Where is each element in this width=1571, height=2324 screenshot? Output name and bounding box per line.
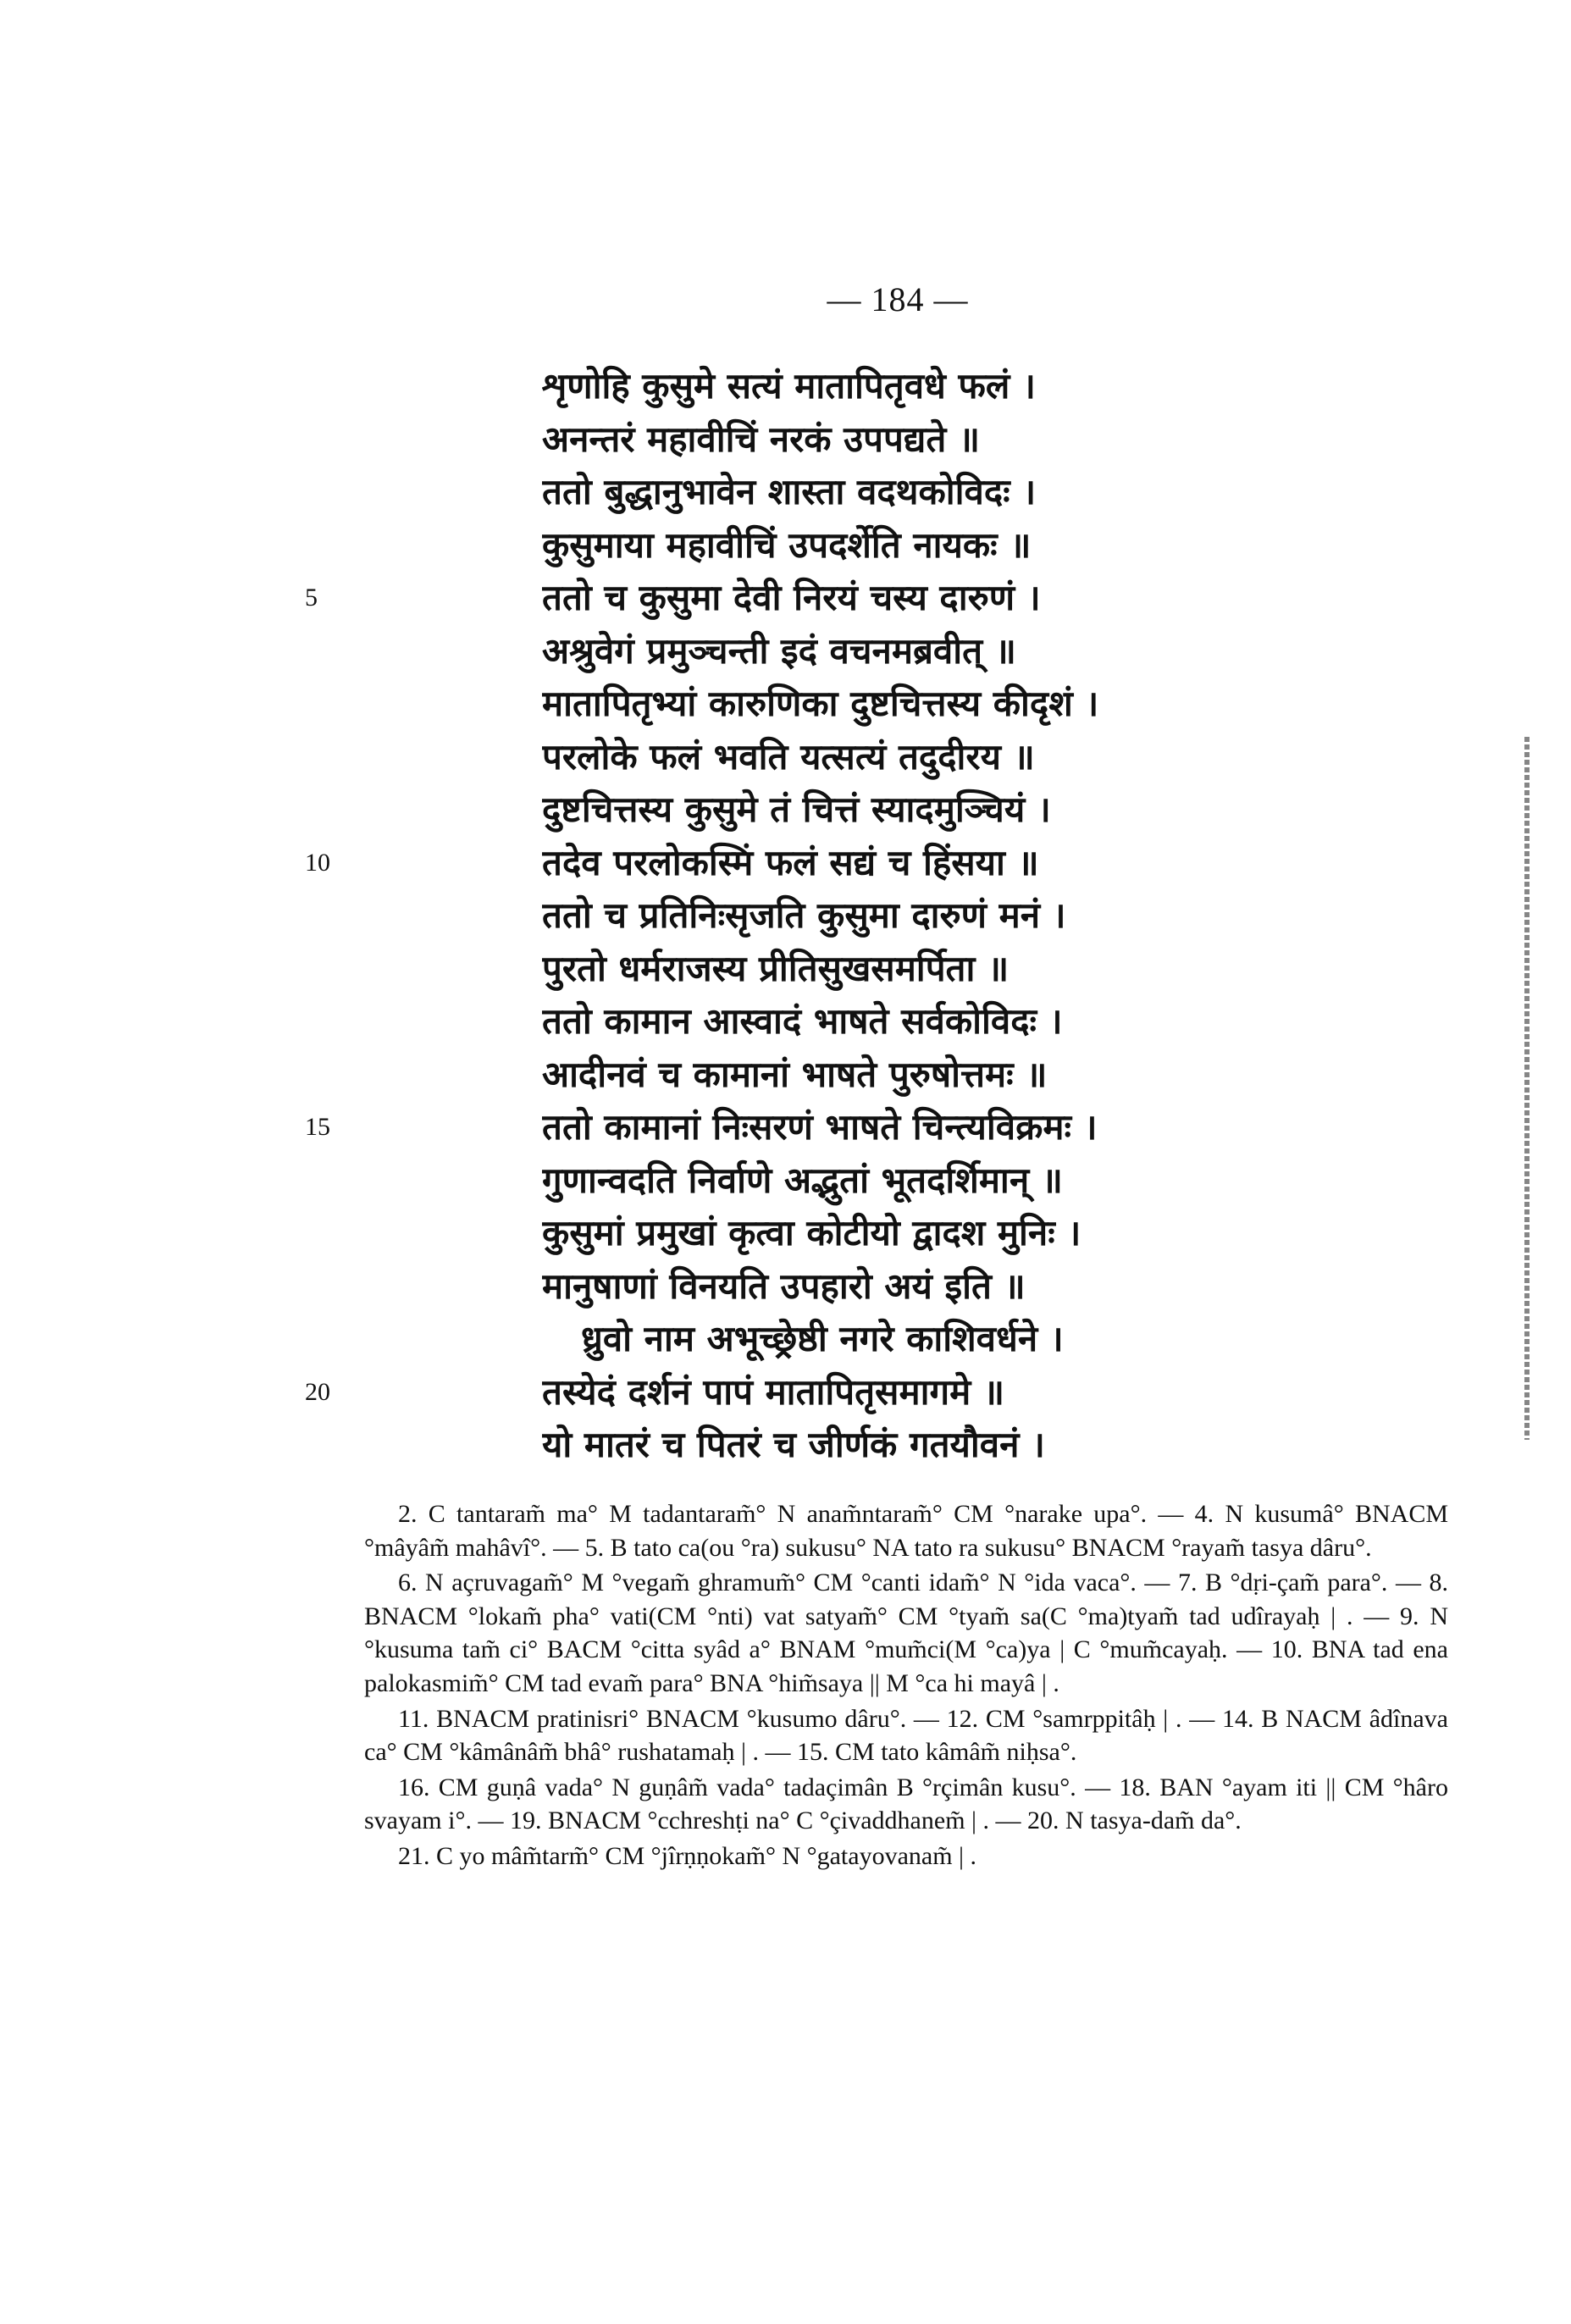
line-number: 15 <box>305 1113 330 1141</box>
binding-edge-mark <box>1524 737 1530 1440</box>
footnote-paragraph <box>364 1840 1448 1873</box>
verse-line: ततो च प्रतिनिःसृजति कुसुमा दारुणं मनं । <box>542 894 1066 936</box>
line-number: 5 <box>305 584 318 611</box>
footnote-text: 21. C yo mâm̃tarm̃° CM °jîrṇṇokam̃° N °gatayovanam̃ | . <box>398 1841 977 1870</box>
verse-line: शृणोहि कुसुमे सत्यं मातापितृवधे फलं । <box>542 365 1036 407</box>
verse-line: परलोके फलं भवति यत्सत्यं तदुदीरय ॥ <box>542 735 1035 777</box>
footnote-text: 2. C tantaram̃ ma° M tadantaram̃° N anam̃ntaram̃° CM °narake upa°. — 4. N kusumâ° BNACM °mâyâm̃ mahâvî°. — 5. B tato ca(ou °ra) sukusu° NA tato ra sukusu° BNACM °rayam̃ tasya dâru°. <box>364 1500 1448 1562</box>
verse-line: आदीनवं च कामानां भाषते पुरुषोत्तमः ॥ <box>542 1053 1048 1095</box>
footnote-paragraph <box>364 1497 1448 1564</box>
verse-line: ततो च कुसुमा देवी निरयं चस्य दारुणं । <box>542 577 1041 618</box>
verse-line: तदेव परलोकस्मिं फलं सद्यं च हिंसया ॥ <box>542 841 1039 883</box>
verse-line: ततो कामानां निःसरणं भाषते चिन्त्यविक्रमः । <box>542 1106 1098 1148</box>
page-number: — 184 — <box>827 280 969 318</box>
sanskrit-verses <box>542 360 1220 1472</box>
verse-line: पुरतो धर्मराजस्य प्रीतिसुखसमर्पिता ॥ <box>542 947 1010 989</box>
line-number: 20 <box>305 1377 330 1406</box>
verse-line: यो मातरं च पितरं च जीर्णकं गतयौवनं । <box>542 1424 1045 1465</box>
line-number: 10 <box>305 848 330 877</box>
footnotes <box>364 1497 1448 1875</box>
verse-line: अनन्तरं महावीचिं नरकं उपपद्यते ॥ <box>542 418 981 460</box>
verse-line: मातापितृभ्यां कारुणिका दुष्टचित्तस्य कीदृशं । <box>542 683 1099 724</box>
verse-line: कुसुमाया महावीचिं उपदर्शेति नायकः ॥ <box>542 523 1032 566</box>
verse-line: ततो कामान आस्वादं भाषते सर्वकोविदः । <box>542 1000 1063 1042</box>
footnote-paragraph <box>364 1566 1448 1700</box>
verse-line: दुष्टचित्तस्य कुसुमे तं चित्तं स्यादमुञ्चियं । <box>542 788 1051 830</box>
verse-line: गुणान्वदति निर्वाणे अद्भुतां भूतदर्शिमान् ॥ <box>542 1159 1063 1201</box>
footnote-text: 11. BNACM pratinisri° BNACM °kusumo dâru°. — 12. CM °samrppitâḥ | . — 14. B NACM âdînava ca° CM °kâmânâm̃ bhâ° rushatamaḥ | . — 15. CM tato kâmâm̃ niḥsa°. <box>364 1704 1448 1767</box>
footnote-paragraph <box>364 1771 1448 1838</box>
verse-line: ध्रुवो नाम अभूच्छ्रेष्ठी नगरे काशिवर्धने । <box>581 1318 1064 1359</box>
verse-line: तस्येदं दर्शनं पापं मातापितृसमागमे ॥ <box>542 1370 1004 1413</box>
verse-line: मानुषाणां विनयति उपहारो अयं इति ॥ <box>542 1264 1026 1307</box>
footnote-text: 6. N açruvagam̃° M °vegam̃ ghramum̃° CM °canti idam̃° N °ida vaca°. — 7. B °dṛi-çam̃ para°. — 8. BNACM °lokam̃ pha° vati(CM °nti) vat satyam̃° CM °tyam̃ sa(C °ma)tyam̃ tad udîrayaḥ | . — 9. N °kusuma tam̃ ci° BACM °citta syâd a° BNAM °mum̃ci(M °ca)ya | C °mum̃cayaḥ. — 10. BNA tad ena palokasmim̃° CM tad evam̃ para° BNA °him̃saya || M °ca hi mayâ | . <box>364 1569 1448 1697</box>
verse-line: ततो बुद्धानुभावेन शास्ता वदथकोविदः । <box>542 471 1037 512</box>
footnote-text: 16. CM guṇâ vada° N guṇâm̃ vada° tadaçimân B °rçimân kusu°. — 18. BAN °ayam iti || CM °hâro svayam i°. — 19. BNACM °cchreshṭi na° C °çivaddhanem̃ | . — 20. N tasya-dam̃ da°. <box>364 1773 1448 1835</box>
verse-line: कुसुमां प्रमुखां कृत्वा कोटीयो द्वादश मुनिः । <box>542 1212 1081 1253</box>
footnote-paragraph <box>364 1702 1448 1769</box>
verse-line: अश्रुवेगं प्रमुञ्चन्ती इदं वचनमब्रवीत् ॥ <box>542 629 1016 672</box>
